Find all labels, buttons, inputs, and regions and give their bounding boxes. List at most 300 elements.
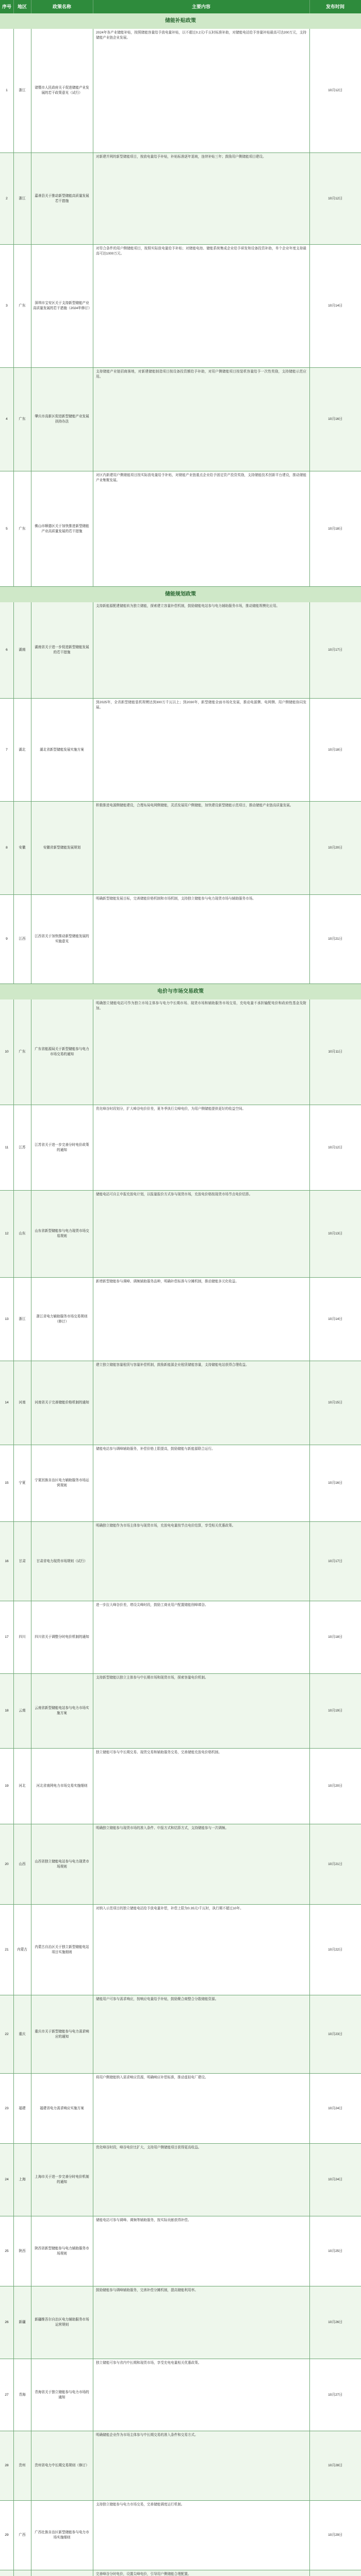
cell-content-text: 新增新型储能参与调峰、调频辅助服务品种，明确补偿标准与分摊机制，推动储能多元化收益。 xyxy=(96,1280,239,1283)
cell-num-text: 25 xyxy=(5,2249,9,2253)
cell-date xyxy=(309,471,361,586)
cell-num-text: 29 xyxy=(5,2533,9,2537)
cell-date-text: 10月29日 xyxy=(328,2533,342,2537)
column-divider xyxy=(13,0,14,2576)
cell-region-text: 山东 xyxy=(19,1232,26,1235)
cell-num xyxy=(0,1674,13,1748)
cell-content xyxy=(93,1522,309,1601)
cell-date xyxy=(309,1191,361,1277)
cell-region-text: 新疆 xyxy=(19,2320,26,2324)
table-row xyxy=(0,368,361,471)
cell-num xyxy=(0,2359,13,2431)
cell-region xyxy=(13,2501,31,2570)
cell-content-text: 储能电站参与调峰辅助服务，补偿价格上限提高，鼓励储能与新能源联合运行。 xyxy=(96,1447,215,1451)
cell-content xyxy=(93,1445,309,1521)
cell-num xyxy=(0,999,13,1105)
table-row xyxy=(0,1749,361,1824)
cell-policy-name xyxy=(31,2144,93,2216)
cell-date xyxy=(309,2286,361,2359)
table-row xyxy=(0,153,361,245)
cell-num-text: 24 xyxy=(5,2178,9,2181)
cell-content-text: 独立储能可参与省内中长期和现货市场，享受充电电量相关优惠政策。 xyxy=(96,2361,202,2365)
cell-policy-name-text: 湖南省关于进一步促进新型储能发展的若干措施 xyxy=(35,646,89,654)
cell-content xyxy=(93,2216,309,2286)
cell-date xyxy=(309,699,361,801)
cell-content xyxy=(93,29,309,152)
cell-num-text: 5 xyxy=(6,527,8,531)
cell-region-text: 江西 xyxy=(19,937,26,941)
table-row xyxy=(0,2286,361,2359)
cell-content xyxy=(93,1824,309,1904)
table-row xyxy=(0,1105,361,1191)
cell-region-text: 广西 xyxy=(19,2533,26,2537)
cell-content-text: 支持独立储能参与电力市场交易，完善储能调度运行机制。 xyxy=(96,2503,185,2506)
cell-region xyxy=(13,1361,31,1445)
cell-content xyxy=(93,1995,309,2073)
cell-date-text: 10月18日 xyxy=(328,748,342,752)
cell-policy-name xyxy=(31,1905,93,1995)
table-row xyxy=(0,1674,361,1749)
cell-content xyxy=(93,802,309,894)
cell-date xyxy=(309,602,361,698)
cell-content xyxy=(93,2359,309,2431)
table-row xyxy=(0,895,361,984)
cell-content-text: 储能电站可参与调峰、调频等辅助服务，按实际贡献获得补偿。 xyxy=(96,2218,191,2222)
cell-region xyxy=(13,1995,31,2073)
cell-date-text: 10月20日 xyxy=(328,846,342,850)
cell-date xyxy=(309,245,361,367)
cell-date xyxy=(309,2570,361,2576)
cell-region xyxy=(13,895,31,984)
table-row xyxy=(0,2074,361,2144)
cell-num-text: 4 xyxy=(6,417,8,421)
table-row xyxy=(0,1278,361,1361)
cell-policy-name-text: 广西壮族自治区新型储能参与电力市场实施细则 xyxy=(35,2531,89,2539)
cell-content-text: 支持新型储能以独立主体参与中长期市场和现货市场，探索容量电价机制。 xyxy=(96,1676,208,1680)
table-row xyxy=(0,2431,361,2501)
cell-num xyxy=(0,2144,13,2216)
cell-num xyxy=(0,1105,13,1190)
cell-num xyxy=(0,1824,13,1904)
cell-region-text: 上海 xyxy=(19,2178,26,2181)
cell-content-text: 支持新能源配建储能转为独立储能，探索建立容量补偿机制，鼓励储能电站参与电力辅助服务市场，推动储能规模化应用。 xyxy=(96,604,280,608)
cell-region xyxy=(13,1191,31,1277)
cell-region-text: 浙江 xyxy=(19,89,26,92)
cell-date xyxy=(309,2431,361,2500)
header-name: 政策名称 xyxy=(52,4,71,9)
cell-policy-name xyxy=(31,1995,93,2073)
cell-policy-name xyxy=(31,2286,93,2359)
cell-region-text: 宁夏 xyxy=(19,1481,26,1485)
table-row xyxy=(0,2501,361,2570)
cell-region xyxy=(13,2431,31,2500)
table-row xyxy=(0,1905,361,1995)
cell-num xyxy=(0,29,13,152)
cell-num xyxy=(0,471,13,586)
cell-policy-name-text: 内蒙古自治区关于独立新型储能电站项目实施细则 xyxy=(35,1945,89,1954)
cell-num xyxy=(0,2216,13,2286)
cell-date-text: 10月27日 xyxy=(328,2393,342,2397)
cell-num-text: 23 xyxy=(5,2106,9,2110)
cell-region-text: 河南 xyxy=(19,1401,26,1404)
cell-num xyxy=(0,2286,13,2359)
cell-policy-name xyxy=(31,245,93,367)
cell-region xyxy=(13,2144,31,2216)
cell-date xyxy=(309,1824,361,1904)
section-title: 电价与市场交易政策 xyxy=(157,989,204,994)
cell-policy-name-text: 贵州省电力中长期交易规则（修订） xyxy=(35,2464,89,2467)
cell-date-text: 10月17日 xyxy=(328,1559,342,1563)
cell-content-text: 储能用户可参与需求响应，按响应电量给予补贴，鼓励聚合商整合分散储能资源。 xyxy=(96,1997,219,2001)
cell-num-text: 16 xyxy=(5,1559,9,1563)
cell-date-text: 10月17日 xyxy=(328,648,342,652)
cell-policy-name xyxy=(31,471,93,586)
cell-num-text: 3 xyxy=(6,304,8,308)
cell-policy-name-text: 河北省南网电力市场交易实施细则 xyxy=(36,1784,88,1788)
cell-date-text: 10月20日 xyxy=(328,1784,342,1788)
cell-date xyxy=(309,1105,361,1190)
table-row xyxy=(0,245,361,368)
cell-region xyxy=(13,2359,31,2431)
cell-region-text: 河北 xyxy=(19,1784,26,1788)
cell-policy-name xyxy=(31,2570,93,2576)
table-row xyxy=(0,802,361,895)
cell-policy-name xyxy=(31,2359,93,2431)
cell-content-text: 对纳入示范项目的独立储能电站给予放电量补偿，补偿上限为0.35元/千瓦时，执行期不超过10年。 xyxy=(96,1907,243,1910)
cell-date-text: 10月14日 xyxy=(328,1317,342,1321)
cell-content xyxy=(93,2570,309,2576)
cell-date-text: 10月12日 xyxy=(328,1145,342,1149)
cell-region-text: 内蒙古 xyxy=(17,1947,27,1952)
cell-policy-name-text: 云南省新型储能电站参与电力市场实施方案 xyxy=(35,1706,89,1715)
cell-num-text: 11 xyxy=(5,1145,9,1149)
cell-content-text: 优化峰谷时段，峰谷电价比扩大，支持用户侧储能项目获得更高收益。 xyxy=(96,2146,202,2149)
cell-policy-name-text: 陕西省新型储能参与电力辅助服务市场规则 xyxy=(35,2246,89,2256)
table-row xyxy=(0,999,361,1105)
cell-date-text: 10月28日 xyxy=(328,2464,342,2467)
cell-num xyxy=(0,2074,13,2143)
cell-policy-name xyxy=(31,2074,93,2143)
cell-num xyxy=(0,2501,13,2570)
cell-content xyxy=(93,1278,309,1361)
cell-region xyxy=(13,153,31,244)
cell-region xyxy=(13,29,31,152)
cell-date-text: 10月21日 xyxy=(328,937,342,941)
cell-region-text: 浙江 xyxy=(19,1317,26,1321)
cell-policy-name-text: 宁夏回族自治区电力辅助服务市场运营规则 xyxy=(35,1479,89,1487)
cell-num xyxy=(0,699,13,801)
cell-date xyxy=(309,1674,361,1748)
cell-content-text: 对区内新建用户侧储能项目按实际放电量给予补贴，对储能产业链重点企业给予固定资产投资奖励，支持储能技术创新平台建设，推动储能产业集聚发展。 xyxy=(96,473,306,482)
cell-policy-name-text: 山东省新型储能参与电力现货市场交易规则 xyxy=(35,1229,89,1238)
cell-num-text: 12 xyxy=(5,1232,9,1235)
cell-content xyxy=(93,602,309,698)
cell-region xyxy=(13,1824,31,1904)
cell-region-text: 江苏 xyxy=(19,1145,26,1149)
cell-date-text: 10月12日 xyxy=(328,89,342,92)
cell-content-text: 对符合条件的用户侧储能项目，按照实际放电量给予补贴；对储能电池、储能系统集成企业给予研发和设备投资补助，单个企业年度支持最高可达1000万元。 xyxy=(96,247,306,256)
cell-region-text: 云南 xyxy=(19,1709,26,1713)
cell-policy-name xyxy=(31,1105,93,1190)
cell-num-text: 6 xyxy=(6,648,8,652)
cell-num-text: 13 xyxy=(5,1317,9,1321)
cell-num xyxy=(0,1278,13,1361)
cell-num xyxy=(0,2570,13,2576)
cell-region xyxy=(13,1905,31,1995)
cell-date xyxy=(309,2501,361,2570)
cell-content xyxy=(93,245,309,367)
cell-policy-name xyxy=(31,1361,93,1445)
cell-policy-name xyxy=(31,1522,93,1601)
cell-date-text: 10月12日 xyxy=(328,196,342,200)
cell-num xyxy=(0,1995,13,2073)
cell-date-text: 10月24日 xyxy=(328,2106,342,2110)
cell-num-text: 26 xyxy=(5,2320,9,2324)
table-row xyxy=(0,2216,361,2286)
cell-date-text: 10月24日 xyxy=(328,2178,342,2181)
cell-policy-name-text: 青海省关于独立储能参与电力市场的通知 xyxy=(35,2390,89,2399)
cell-region xyxy=(13,802,31,894)
cell-date-text: 10月19日 xyxy=(328,1709,342,1713)
table-row xyxy=(0,1995,361,2074)
cell-content-text: 明确独立储能电站可作为独立市场主体参与电力中长期市场、现货市场和辅助服务市场交易，充电电量不承担输配电价和政府性基金及附加。 xyxy=(96,1002,306,1010)
cell-policy-name-text: 佛山市顺德区关于加快推进新型储能产业高质量发展的若干措施 xyxy=(35,524,89,533)
cell-date-text: 10月18日 xyxy=(328,527,342,531)
cell-region-text: 陕西 xyxy=(19,2249,26,2253)
cell-policy-name xyxy=(31,1445,93,1521)
cell-date-text: 10月25日 xyxy=(328,2249,342,2253)
cell-content-text: 明确独立储能作为市场主体参与现货市场，充放电电量按节点电价结算，享受相关优惠政策。 xyxy=(96,1524,236,1528)
cell-policy-name-text: 湖北省新型储能发展实施方案 xyxy=(40,748,84,752)
cell-region-text: 广东 xyxy=(19,304,26,308)
cell-policy-name xyxy=(31,2216,93,2286)
cell-num-text: 14 xyxy=(5,1401,9,1404)
cell-content xyxy=(93,2431,309,2500)
cell-num xyxy=(0,2431,13,2500)
table-row xyxy=(0,471,361,587)
cell-policy-name-text: 重庆市关于新型储能参与电力需求响应的通知 xyxy=(35,2029,89,2039)
cell-num xyxy=(0,1905,13,1995)
cell-date xyxy=(309,1522,361,1601)
cell-content xyxy=(93,1105,309,1190)
cell-num-text: 2 xyxy=(6,196,8,200)
cell-content-text: 到2025年，全省新型储能装机规模达到300万千瓦以上；到2030年，新型储能全面市场化发展，推动电源侧、电网侧、用户侧储能协同发展。 xyxy=(96,701,306,709)
cell-region-text: 广东 xyxy=(19,417,26,421)
cell-region xyxy=(13,471,31,586)
cell-policy-name-text: 肇庆市高新区促进新型储能产业发展扶持办法 xyxy=(35,415,89,423)
cell-date xyxy=(309,2216,361,2286)
cell-policy-name xyxy=(31,602,93,698)
cell-content-text: 积极推进电源侧储能建设，合理布局电网侧储能，灵活发展用户侧储能，加快建设新型储能示范项目，推动储能产业链高质量发展。 xyxy=(96,804,293,807)
cell-date xyxy=(309,1445,361,1521)
cell-policy-name xyxy=(31,1601,93,1673)
cell-content xyxy=(93,471,309,586)
cell-num xyxy=(0,1522,13,1601)
cell-policy-name-text: 上海市关于进一步完善分时电价机制的通知 xyxy=(35,2175,89,2184)
cell-num-text: 10 xyxy=(5,1050,9,1054)
cell-policy-name-text: 江西省关于加快推动新型储能发展的实施意见 xyxy=(35,935,89,943)
cell-content xyxy=(93,699,309,801)
cell-date-text: 10月22日 xyxy=(328,1947,342,1952)
cell-content xyxy=(93,2286,309,2359)
cell-region xyxy=(13,2286,31,2359)
cell-policy-name-text: 河南省关于完善储能价格机制的通知 xyxy=(35,1401,89,1404)
cell-num xyxy=(0,1749,13,1824)
section-heading xyxy=(0,984,361,999)
cell-content-text: 进一步拉大峰谷价差，增设尖峰时段，鼓励工商业用户配置储能削峰填谷。 xyxy=(96,1603,208,1607)
cell-date xyxy=(309,153,361,244)
cell-region-text: 贵州 xyxy=(19,2464,26,2467)
cell-num-text: 19 xyxy=(5,1784,9,1788)
cell-date xyxy=(309,1995,361,2073)
cell-region-text: 福建 xyxy=(19,2106,26,2110)
cell-date-text: 10月23日 xyxy=(328,2032,342,2036)
cell-policy-name xyxy=(31,29,93,152)
cell-num xyxy=(0,1445,13,1521)
cell-date xyxy=(309,2074,361,2143)
section-heading xyxy=(0,13,361,29)
cell-policy-name xyxy=(31,1824,93,1904)
cell-region xyxy=(13,245,31,367)
cell-policy-name-text: 广东省能源局关于新型储能参与电力市场交易的通知 xyxy=(35,1047,89,1056)
cell-policy-name-text: 新疆维吾尔自治区电力辅助服务市场运营规则 xyxy=(35,2318,89,2327)
cell-num xyxy=(0,153,13,244)
cell-date-text: 10月18日 xyxy=(328,1635,342,1639)
cell-content-text: 明确独立储能参与现货市场的准入条件、申报方式和结算方式，支持储能参与一次调频。 xyxy=(96,1826,229,1830)
cell-date xyxy=(309,1905,361,1995)
cell-region-text: 山西 xyxy=(19,1862,26,1866)
cell-num-text: 27 xyxy=(5,2393,9,2397)
cell-content-text: 优化峰谷时段划分，扩大峰谷电价价差，夏冬季执行尖峰电价，为用户侧储能提供更好的收益空间。 xyxy=(96,1107,246,1111)
cell-region xyxy=(13,2074,31,2143)
section-title: 储能补贴政策 xyxy=(165,18,196,24)
cell-num xyxy=(0,245,13,367)
cell-num-text: 18 xyxy=(5,1709,9,1713)
cell-region-text: 广东 xyxy=(19,1050,26,1054)
cell-content-text: 完善峰谷分时电价，设置尖峰电价，引导用户侧储能合理配置。 xyxy=(96,2572,191,2576)
cell-region-text: 重庆 xyxy=(19,2032,26,2036)
cell-date-text: 10月14日 xyxy=(328,304,342,308)
table-row xyxy=(0,1522,361,1601)
table-row xyxy=(0,1191,361,1278)
cell-date xyxy=(309,895,361,984)
cell-region-text: 青海 xyxy=(19,2393,26,2397)
cell-policy-name xyxy=(31,1749,93,1824)
cell-policy-name xyxy=(31,1278,93,1361)
cell-region xyxy=(13,1601,31,1673)
cell-num xyxy=(0,1601,13,1673)
section-heading xyxy=(0,587,361,602)
cell-content-text: 建立独立储能容量租赁与容量补偿机制，鼓励新能源企业租赁储能容量，支持储能电站获得合理收益。 xyxy=(96,1363,249,1367)
cell-policy-name-text: 四川省关于调整分时电价机制的通知 xyxy=(35,1635,89,1639)
cell-region-text: 湖南 xyxy=(19,648,26,652)
cell-content xyxy=(93,1674,309,1748)
table-row xyxy=(0,2144,361,2216)
table-row xyxy=(0,29,361,153)
cell-num-text: 22 xyxy=(5,2032,9,2036)
cell-region xyxy=(13,1278,31,1361)
cell-date xyxy=(309,2359,361,2431)
cell-content-text: 支持储能产业链招商落地，对新建储能制造项目按设备投资额给予补助，对用户侧储能项目按装机容量给予一次性奖励，支持储能示范应用。 xyxy=(96,370,306,379)
cell-policy-name xyxy=(31,699,93,801)
cell-content-text: 明确新型储能发展目标，完善储能价格机制和市场机制，支持独立储能参与电力现货市场与辅助服务市场。 xyxy=(96,897,256,901)
cell-date xyxy=(309,368,361,471)
cell-num xyxy=(0,368,13,471)
cell-region xyxy=(13,368,31,471)
cell-date-text: 10月16日 xyxy=(328,1481,342,1485)
cell-content xyxy=(93,2074,309,2143)
cell-content xyxy=(93,2144,309,2216)
cell-content xyxy=(93,1749,309,1824)
table-header xyxy=(0,0,361,13)
cell-region xyxy=(13,1749,31,1824)
cell-policy-name xyxy=(31,153,93,244)
cell-region xyxy=(13,1674,31,1748)
cell-date xyxy=(309,29,361,152)
cell-num-text: 17 xyxy=(5,1635,9,1639)
cell-num-text: 28 xyxy=(5,2464,9,2467)
cell-region-text: 安徽 xyxy=(19,846,26,850)
cell-content-text: 2024年各产业储能补贴，按照储能容量给予放电量补贴，以不超过0.2元/千瓦时标准补助，对储能电站给予容量补贴最高可达200万元，支持储能产业链企业发展。 xyxy=(96,31,306,40)
cell-region xyxy=(13,2570,31,2576)
column-divider xyxy=(309,0,310,2576)
header-content: 主要内容 xyxy=(191,4,210,9)
cell-region xyxy=(13,1105,31,1190)
header-date: 发布时间 xyxy=(325,4,344,9)
cell-date xyxy=(309,1278,361,1361)
header-num: 序号 xyxy=(2,4,11,9)
table-row xyxy=(0,2359,361,2431)
cell-policy-name-text: 安徽省新型储能发展规划 xyxy=(43,846,81,850)
cell-content xyxy=(93,999,309,1105)
cell-policy-name xyxy=(31,1191,93,1277)
cell-content xyxy=(93,1601,309,1673)
cell-num xyxy=(0,602,13,698)
cell-content-text: 鼓励储能参与调峰辅助服务，完善补偿分摊机制，提高储能利用率。 xyxy=(96,2289,198,2292)
cell-content-text: 储能电站可自主申报充放电计划，以报量报价方式参与现货市场，充放电价格按现货市场节点电价结算。 xyxy=(96,1193,253,1196)
cell-policy-name xyxy=(31,368,93,471)
cell-policy-name-text: 江苏省关于进一步完善分时电价政策的通知 xyxy=(35,1143,89,1152)
cell-date xyxy=(309,1361,361,1445)
header-region: 地区 xyxy=(17,4,27,9)
table-row xyxy=(0,1601,361,1674)
cell-date-text: 10月15日 xyxy=(328,1401,342,1404)
cell-region-text: 浙江 xyxy=(19,196,26,200)
cell-content-text: 明确储能企业作为市场主体参与中长期交易的准入条件和交易方式。 xyxy=(96,2433,198,2437)
cell-content-text: 对新建并网的新型储能项目，按放电量给予补贴，补贴标准逐年退坡，连续补贴三年；鼓励用户侧储能项目建设。 xyxy=(96,155,266,159)
cell-policy-name-text: 山西省独立储能电站参与电力现货市场规则 xyxy=(35,1859,89,1869)
cell-content xyxy=(93,368,309,471)
cell-date-text: 10月21日 xyxy=(328,1862,342,1866)
table-row xyxy=(0,1445,361,1522)
cell-policy-name-text: 嘉善县关于推动新型储能高质量发展若干措施 xyxy=(35,194,89,203)
cell-content xyxy=(93,1361,309,1445)
cell-content-text: 独立储能可参与中长期交易、现货交易和辅助服务交易，完善储能充放电价格机制。 xyxy=(96,1751,222,1754)
cell-content xyxy=(93,895,309,984)
cell-region xyxy=(13,602,31,698)
cell-content xyxy=(93,1905,309,1995)
cell-region-text: 甘肃 xyxy=(19,1559,26,1563)
cell-date-text: 10月26日 xyxy=(328,2320,342,2324)
cell-content-text: 将用户侧储能纳入需求响应资源，明确响应补偿标准，推动虚拟电厂建设。 xyxy=(96,2076,208,2079)
cell-date xyxy=(309,1601,361,1673)
cell-policy-name xyxy=(31,2431,93,2500)
cell-region-text: 湖北 xyxy=(19,748,26,752)
section-title: 储能规划政策 xyxy=(165,591,196,597)
cell-content xyxy=(93,1191,309,1277)
cell-date xyxy=(309,1749,361,1824)
cell-num xyxy=(0,802,13,894)
